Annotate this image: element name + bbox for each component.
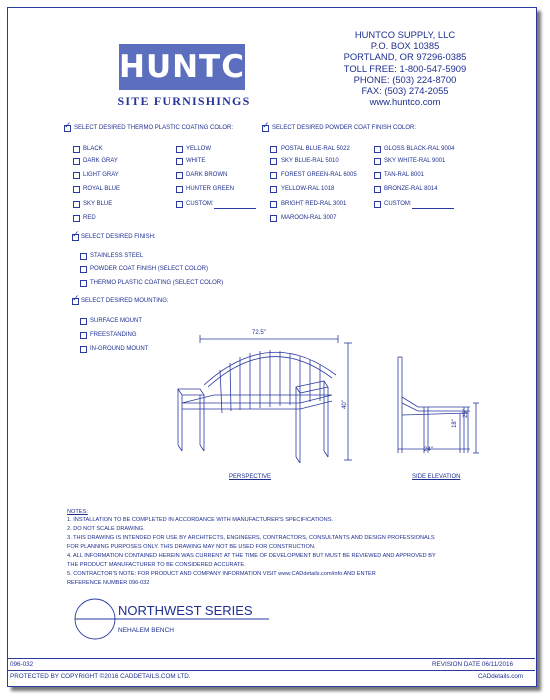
perspective-label: PERSPECTIVE	[229, 474, 272, 480]
powder-option-checkbox[interactable]	[374, 172, 381, 179]
logo-name: HUNTCO	[119, 49, 273, 85]
powder-option-label: SKY WHITE-RAL 9001	[384, 158, 446, 164]
side-depth-label: 24"	[424, 447, 433, 453]
custom-color-field[interactable]	[214, 208, 256, 209]
mounting-option-label: IN-GROUND MOUNT	[90, 346, 149, 352]
powder-option-label: YELLOW-RAL 1018	[281, 186, 335, 192]
powder-option-label: POSTAL BLUE-RAL 5022	[281, 146, 350, 152]
mounting-option-checkbox[interactable]	[80, 332, 87, 339]
company-line: P.O. BOX 10385	[370, 40, 440, 52]
footer-divider	[7, 658, 535, 659]
check-mark-icon: ✓	[64, 120, 72, 130]
thermo-option-checkbox[interactable]	[176, 201, 183, 208]
mounting-option-label: FREESTANDING	[90, 332, 137, 338]
thermo-option-checkbox[interactable]	[176, 158, 183, 165]
note-line: 5. CONTRACTOR'S NOTE: FOR PRODUCT AND COMPANY INFORMATION VISIT www.CADdetails.com/info AND ENTER	[67, 571, 376, 577]
thermo-option-label: ROYAL BLUE	[83, 186, 121, 192]
mounting-heading: SELECT DESIRED MOUNTING:	[81, 298, 169, 304]
product-name: NEHALEM BENCH	[118, 627, 174, 634]
finish-option-checkbox[interactable]	[80, 253, 87, 260]
powder-option-checkbox[interactable]	[374, 186, 381, 193]
copyright-text: PROTECTED BY COPYRIGHT ©2016 CADDETAILS.COM LTD.	[10, 673, 191, 680]
powder-option-checkbox[interactable]	[270, 146, 277, 153]
check-mark-icon: ✓	[72, 293, 80, 303]
series-title: NORTHWEST SERIES	[118, 603, 253, 618]
thermo-option-label: WHITE	[186, 158, 206, 164]
drawing-reference: 096-032	[10, 661, 34, 668]
bench-side-elevation-drawing	[388, 345, 488, 465]
height-dimension-label: 40"	[341, 400, 348, 409]
side-height2-label: 25"	[462, 409, 469, 418]
company-line: TOLL FREE: 1-800-547-5909	[343, 62, 467, 74]
note-line: 3. THIS DRAWING IS INTENDED FOR USE BY ARCHITECTS, ENGINEERS, CONTRACTORS, CONSULTANTS AND DESIGN PROFESSIONALS	[67, 535, 435, 541]
powder-option-checkbox[interactable]	[270, 186, 277, 193]
huntco-logo	[119, 44, 273, 90]
powder-option-label: FOREST GREEN-RAL 6005	[281, 172, 357, 178]
thermo-option-label: SKY BLUE	[83, 201, 113, 207]
company-website: www.huntco.com	[369, 96, 441, 108]
caddetails-brand[interactable]: CADdetails.com	[478, 673, 524, 680]
powder-option-label: SKY BLUE-RAL 5010	[281, 158, 339, 164]
company-line: FAX: (503) 274-2055	[361, 85, 449, 97]
powder-option-checkbox[interactable]	[270, 201, 277, 208]
thermo-option-checkbox[interactable]	[73, 158, 80, 165]
note-line: THE PRODUCT MANUFACTURER TO BE CONSIDERED ACCURATE.	[67, 562, 246, 568]
note-line: 1. INSTALLATION TO BE COMPLETED IN ACCORDANCE WITH MANUFACTURER'S SPECIFICATIONS.	[67, 517, 333, 523]
mounting-option-checkbox[interactable]	[80, 318, 87, 325]
thermo-option-label: HUNTER GREEN	[186, 186, 235, 192]
thermo-option-label: YELLOW	[186, 146, 212, 152]
powder-option-label: GLOSS BLACK-RAL 9004	[384, 146, 455, 152]
thermo-option-label: RED	[83, 215, 96, 221]
thermo-option-checkbox[interactable]	[73, 186, 80, 193]
thermo-option-label: BLACK	[83, 146, 103, 152]
thermo-heading: SELECT DESIRED THERMO PLASTIC COATING COLOR:	[74, 125, 234, 131]
finish-option-label: POWDER COAT FINISH (SELECT COLOR)	[90, 266, 209, 272]
finish-option-checkbox[interactable]	[80, 280, 87, 287]
powder-option-label: MAROON-RAL 3007	[281, 215, 337, 221]
logo-tagline: SITE FURNISHINGS	[117, 94, 251, 108]
powder-heading: SELECT DESIRED POWDER COAT FINISH COLOR:	[272, 125, 417, 131]
side-elevation-label: SIDE ELEVATION	[412, 474, 461, 480]
mounting-option-label: SURFACE MOUNT	[90, 318, 143, 324]
thermo-option-checkbox[interactable]	[73, 201, 80, 208]
thermo-option-checkbox[interactable]	[176, 146, 183, 153]
company-line: PHONE: (503) 224-8700	[353, 73, 457, 85]
footer-divider	[7, 670, 535, 671]
company-info	[300, 29, 510, 107]
bench-perspective-drawing	[160, 325, 360, 485]
thermo-option-label: LIGHT GRAY	[83, 172, 119, 178]
powder-option-checkbox[interactable]	[270, 215, 277, 222]
notes-heading: NOTES:	[67, 509, 88, 515]
check-mark-icon: ✓	[72, 229, 80, 239]
finish-option-checkbox[interactable]	[80, 266, 87, 273]
powder-option-checkbox[interactable]	[270, 172, 277, 179]
width-dimension-label: 72.5"	[252, 330, 266, 336]
finish-heading: SELECT DESIRED FINISH:	[81, 234, 156, 240]
note-line: FOR PLANNING PURPOSES ONLY. THIS DRAWING MAY NOT BE USED FOR CONSTRUCTION.	[67, 544, 316, 550]
note-line: 2. DO NOT SCALE DRAWING.	[67, 526, 145, 532]
thermo-option-checkbox[interactable]	[73, 215, 80, 222]
check-mark-icon: ✓	[262, 120, 270, 130]
powder-option-checkbox[interactable]	[270, 158, 277, 165]
revision-date: REVISION DATE 06/11/2016	[432, 661, 513, 668]
powder-option-label: CUSTOM:	[384, 201, 412, 207]
finish-option-label: THERMO PLASTIC COATING (SELECT COLOR)	[90, 280, 224, 286]
powder-option-checkbox[interactable]	[374, 146, 381, 153]
mounting-option-checkbox[interactable]	[80, 346, 87, 353]
thermo-option-label: DARK BROWN	[186, 172, 228, 178]
powder-option-label: BRONZE-RAL 8014	[384, 186, 438, 192]
custom-color-field[interactable]	[412, 208, 454, 209]
thermo-option-checkbox[interactable]	[176, 186, 183, 193]
company-line: PORTLAND, OR 97296-0385	[343, 51, 467, 63]
powder-option-label: BRIGHT RED-RAL 3001	[281, 201, 347, 207]
thermo-option-checkbox[interactable]	[73, 146, 80, 153]
thermo-option-label: DARK GRAY	[83, 158, 118, 164]
powder-option-label: TAN-RAL 8001	[384, 172, 425, 178]
powder-option-checkbox[interactable]	[374, 158, 381, 165]
finish-option-label: STAINLESS STEEL	[90, 253, 144, 259]
note-line: 4. ALL INFORMATION CONTAINED HEREIN WAS CURRENT AT THE TIME OF DEVELOPMENT BUT MUST BE REVIEWED AND APPROVED BY	[67, 553, 436, 559]
thermo-option-checkbox[interactable]	[176, 172, 183, 179]
powder-option-checkbox[interactable]	[374, 201, 381, 208]
thermo-option-checkbox[interactable]	[73, 172, 80, 179]
note-line: REFERENCE NUMBER 096-032	[67, 580, 150, 586]
side-height1-label: 18"	[451, 419, 458, 428]
thermo-option-label: CUSTOM:	[186, 201, 214, 207]
company-line: HUNTCO SUPPLY, LLC	[354, 29, 456, 40]
